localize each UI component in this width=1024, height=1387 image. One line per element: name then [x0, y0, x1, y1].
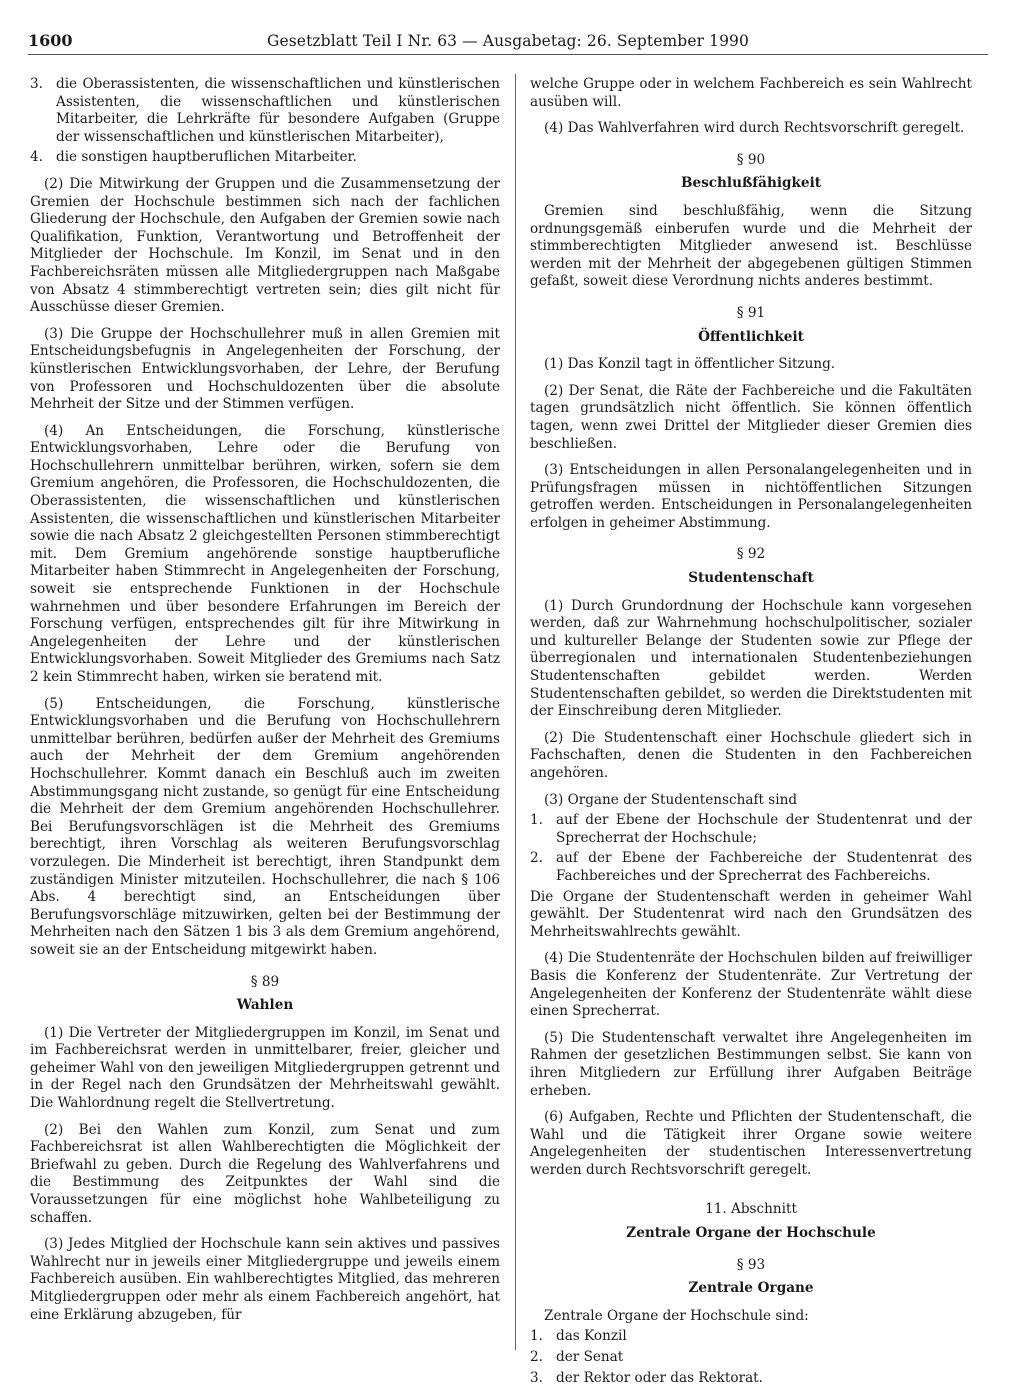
paragraph: (3) Jedes Mitglied der Hochschule kann sein aktives und passives Wahlrecht nur in jeweils einer Mitgliedergruppe und jeweils einem Fachbereich ausüben. Ein wahlberechtigtes Mitglied, das mehreren Mitgliedergruppen oder mehr als einem Fachbereich angehört, hat eine Erklärung abzugeben, für — [30, 1236, 500, 1323]
paragraph: (2) Die Studentenschaft einer Hochschule gliedert sich in Fachschaften, denen die Studenten in den Fachbereichen angehören. — [530, 729, 972, 781]
section-number: § 90 — [736, 151, 766, 168]
paragraph: (5) Entscheidungen, die Forschung, künstlerische Entwicklungsvorhaben und die Berufung von Hochschullehrern unmittelbar berühren, bedürfen außer der Mehrheit des Gremiums auch der Mehrheit der dem Gremium angehörenden Hochschullehrer. Kommt danach ein Beschluß auch im zweiten Abstimmungsgang nicht zustande, so genügt für eine Entscheidung die Mehrheit der dem Gremium angehörenden Hochschullehrer. Bei Berufungsvorschlägen ist die Mehrheit des Gremiums berechtigt, ihren Vorschlag als weiteren Berufungsvorschlag vorzulegen. Die Minderheit ist berechtigt, ihren Standpunkt dem zuständigen Minister mitzuteilen. Hochschullehrer, die nach § 106 Abs. 4 berechtigt sind, an Entscheidungen über Berufungsvorschläge mitzuwirken, gelten bei der Bestimmung der Mehrheiten nach den Sätzen 1 bis 3 als dem Gremium angehörend, soweit sie an der Entscheidung mitgewirkt haben. — [30, 695, 500, 958]
paragraph: (4) Die Studentenräte der Hochschulen bilden auf freiwilliger Basis die Konferenz der Studentenräte. Zur Vertretung der Angelegenheiten der Konferenz der Studentenräte wählt diese einen Sprecherrat. — [530, 950, 972, 1020]
list-item-text: der Senat — [556, 1349, 624, 1366]
page-number: 1600 — [28, 31, 73, 50]
paragraph: (4) An Entscheidungen, die Forschung, künstlerische Entwicklungsvorhaben, Lehre oder die Berufung von Hochschullehrern unmittelbar berühren, wirken, sofern sie dem Gremium angehören, die Professoren, die Hochschuldozenten, die Oberassistenten, die wissenschaftlichen und künstlerischen Assistenten, die wissenschaftlichen und künstlerischen Mitarbeiter sowie die nach Absatz 2 gleichgestellten Personen stimmberechtigt mit. Dem Gremium angehörende sonstige hauptberufliche Mitarbeiter haben Stimmrecht in Angelegenheiten der Forschung, soweit sie entsprechende Funktionen in der Hochschule wahrnehmen und über besondere Erfahrungen im Bereich der Forschung verfügen, entsprechendes gilt für ihre Mitwirkung in Angelegenheiten der Lehre und der künstlerischen Entwicklungsvorhaben. Soweit Mitglieder des Gremiums nach Satz 2 kein Stimmrecht haben, wirken sie beratend mit. — [30, 422, 500, 685]
page-header — [28, 28, 988, 55]
list-item-text: auf der Ebene der Fachbereiche der Studentenrat des Fachbereiches und der Sprecherrat des Fachbereichs. — [556, 850, 972, 884]
part-title: Zentrale Organe der Hochschule — [626, 1225, 876, 1242]
list-item — [530, 812, 972, 847]
running-title: Gesetzblatt Teil I Nr. 63 — Ausgabetag: 26. September 1990 — [267, 32, 749, 50]
paragraph: Gremien sind beschlußfähig, wenn die Sitzung ordnungsgemäß einberufen wurde und die Mehrheit der stimmberechtigten Mitglieder anwesend ist. Beschlüsse werden mit der Mehrheit der abgegebenen gültigen Stimmen gefaßt, soweit diese Verordnung nichts anderes bestimmt. — [530, 202, 972, 290]
paragraph: (3) Organe der Studentenschaft sind — [544, 791, 798, 808]
list-item-number: 3. — [30, 76, 43, 92]
part-number: 11. Abschnitt — [705, 1201, 797, 1218]
left-column — [30, 76, 500, 1366]
list-item-text: das Konzil — [556, 1328, 627, 1345]
section-title: Studentenschaft — [688, 570, 814, 587]
list-item-text: auf der Ebene der Hochschule der Studentenrat und der Sprecherrat der Hochschule; — [556, 812, 972, 846]
paragraph: Die Organe der Studentenschaft werden in geheimer Wahl gewählt. Der Studentenrat wird nach den Grundsätzen des Mehrheitswahlrechts gewählt. — [530, 888, 972, 940]
paragraph: (2) Bei den Wahlen zum Konzil, zum Senat und zum Fachbereichsrat ist allen Wahlberechtigten die Möglichkeit der Briefwahl zu geben. Durch die Regelung des Wahlverfahrens und die Bestimmung des Zeitpunktes der Wahl sind die Voraussetzungen für eine möglichst hohe Wahlbeteiligung zu schaffen. — [30, 1121, 500, 1226]
right-column — [530, 76, 972, 1386]
section-title: Wahlen — [236, 997, 294, 1014]
list-item-number: 2. — [530, 850, 543, 867]
list-item — [530, 1370, 972, 1387]
section-number: § 89 — [250, 973, 280, 990]
paragraph: welche Gruppe oder in welchem Fachbereich es sein Wahlrecht ausüben will. — [530, 76, 972, 110]
list-item-number: 3. — [530, 1369, 543, 1386]
section-title: Beschlußfähigkeit — [680, 175, 822, 192]
paragraph: Zentrale Organe der Hochschule sind: — [544, 1307, 809, 1324]
list-item-text: die sonstigen hauptberuflichen Mitarbeiter. — [56, 149, 357, 166]
list-item — [30, 76, 500, 146]
list-item-text: die Oberassistenten, die wissenschaftlichen und künstlerischen Assistenten, die wissenschaftlichen und künstlerischen Mitarbeiter, die Lehrkräfte für besondere Aufgaben (Gruppe der wissenschaftlichen und künstlerischen Mitarbeiter), — [56, 76, 500, 145]
list-item — [530, 1328, 972, 1346]
list-item-number: 1. — [530, 812, 543, 829]
list-item-text: der Rektor oder das Rektorat. — [556, 1369, 763, 1386]
list-item — [530, 1349, 972, 1367]
list-item — [530, 850, 972, 885]
paragraph: (1) Durch Grundordnung der Hochschule kann vorgesehen werden, daß zur Wahrnehmung hochschulpolitischer, sozialer und kultureller Belange der Studenten sowie zur Pflege der überregionalen und internationalen Studentenbeziehungen Studentenschaften gebildet werden. Werden Studentenschaften gebildet, so werden die Direktstudenten mit der Einschreibung deren Mitglieder. — [530, 597, 972, 720]
paragraph: (1) Das Konzil tagt in öffentlicher Sitzung. — [544, 356, 836, 373]
paragraph: (2) Die Mitwirkung der Gruppen und die Zusammensetzung der Gremien der Hochschule bestimmen sich nach der fachlichen Gliederung der Hochschule, den Aufgaben der Gremien sowie nach Qualifikation, Funktion, Verantwortung und Betroffenheit der Mitglieder der Hochschule. Im Konzil, im Senat und in den Fachbereichsräten müssen alle Mitgliedergruppen nach Maßgabe von Absatz 4 stimmberechtigt vertreten sein; dies gilt nicht für Ausschüsse dieser Gremien. — [30, 175, 500, 316]
section-title: Öffentlichkeit — [698, 328, 804, 345]
section-number: § 92 — [736, 546, 766, 563]
section-number: § 91 — [736, 304, 766, 321]
paragraph: (5) Die Studentenschaft verwaltet ihre Angelegenheiten im Rahmen der gesetzlichen Bestimmungen selbst. Sie kann von ihren Mitgliedern zur Erfüllung ihrer Aufgaben Beiträge erheben. — [530, 1029, 972, 1099]
paragraph: (1) Die Vertreter der Mitgliedergruppen im Konzil, im Senat und im Fachbereichsrat werden in unmittelbarer, freier, gleicher und geheimer Wahl von den jeweiligen Mitgliedergruppen getrennt und in der Regel nach den Grundsätzen der Mehrheitswahl gewählt. Die Wahlordnung regelt die Stellvertretung. — [30, 1024, 500, 1112]
list-item-number: 4. — [30, 149, 43, 166]
paragraph: (6) Aufgaben, Rechte und Pflichten der Studentenschaft, die Wahl und die Tätigkeit ihrer Organe sowie weitere Angelegenheiten der studentischen Interessenvertretung werden durch Rechtsvorschrift geregelt. — [530, 1109, 972, 1178]
paragraph: (3) Entscheidungen in allen Personalangelegenheiten und in Prüfungsfragen müssen in nichtöffentlichen Sitzungen getroffen werden. Entscheidungen in Personalangelegenheiten erfolgen in geheimer Abstimmung. — [530, 462, 972, 531]
paragraph: (2) Der Senat, die Räte der Fachbereiche und die Fakultäten tagen grundsätzlich nicht öffentlich. Sie können öffentlich tagen, wenn zwei Drittel der Mitglieder dieser Gremien dies beschließen. — [530, 382, 972, 452]
column-divider — [515, 74, 516, 1350]
section-title: Zentrale Organe — [688, 1280, 814, 1297]
list-item-number: 2. — [530, 1349, 543, 1366]
list-item — [30, 149, 500, 167]
section-number: § 93 — [736, 1256, 766, 1273]
paragraph: (3) Die Gruppe der Hochschullehrer muß in allen Gremien mit Entscheidungsbefugnis in Angelegenheiten der Forschung, der künstlerischen Entwicklungsvorhaben, der Lehre, der Berufung von Professoren und Hochschuldozenten über die absolute Mehrheit der Sitze und der Stimmen verfügen. — [30, 325, 500, 413]
list-item-number: 1. — [530, 1328, 543, 1345]
paragraph: (4) Das Wahlverfahren wird durch Rechtsvorschrift geregelt. — [544, 120, 965, 137]
